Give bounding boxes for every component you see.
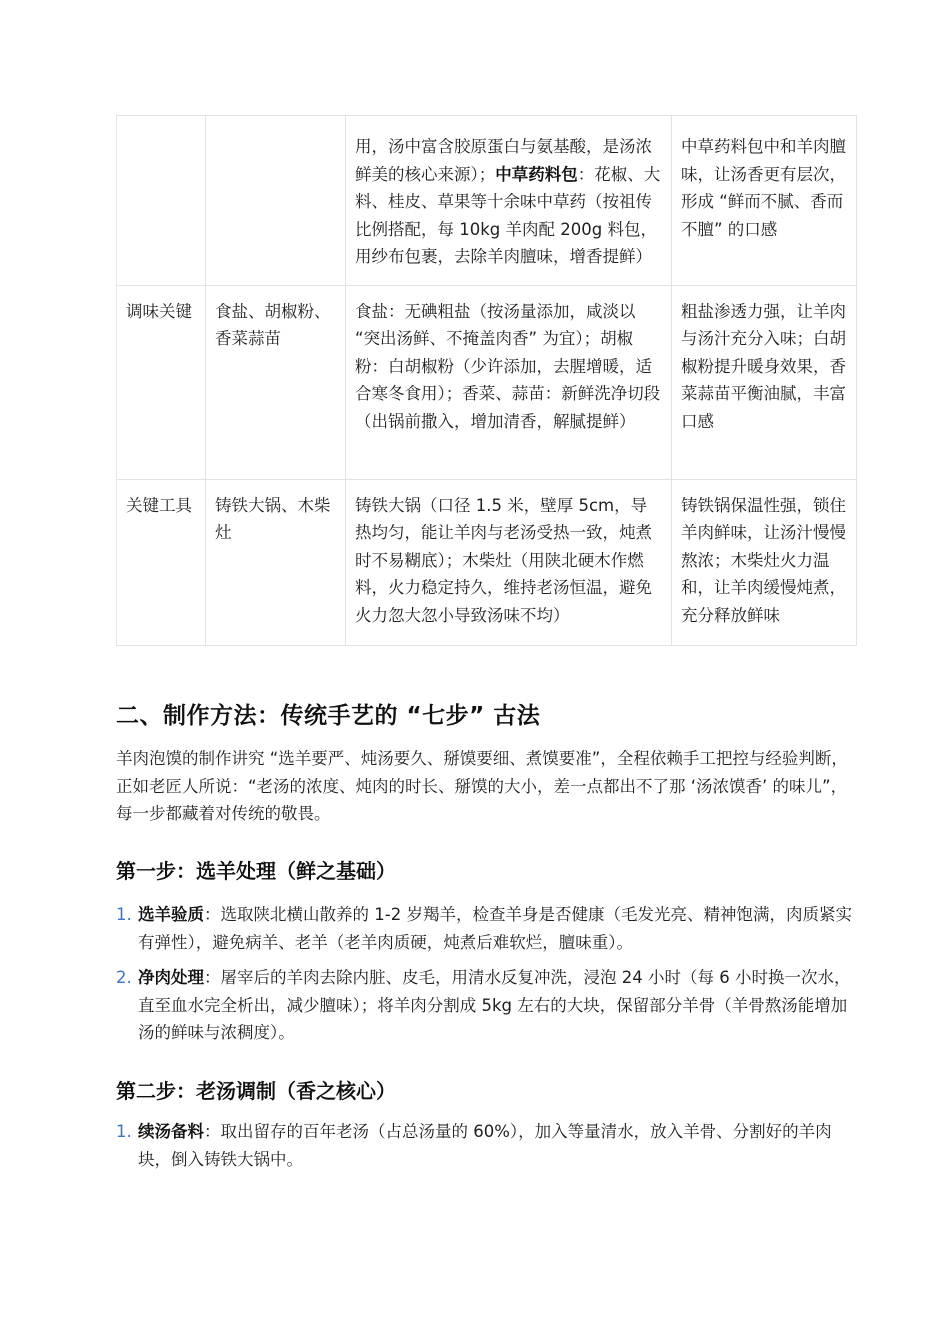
section-heading: 二、制作方法：传统手艺的 “七步” 古法: [116, 703, 541, 729]
list-number: 1.: [116, 905, 132, 924]
step2-list: [116, 1118, 856, 1181]
table-cell-detail: 食盐：无碘粗盐（按汤量添加，咸淡以 “突出汤鲜、不掩盖肉香” 为宜）；胡椒粉：白胡椒粉（少许添加，去腥增暖，适合寒冬食用）；香菜、蒜苗：新鲜洗净切段（出锅前撒入，增加清香，解腻提鲜）: [346, 285, 672, 479]
list-item-text: ：取出留存的百年老汤（占总汤量的 60%），加入等量清水，放入羊骨、分割好的羊肉块，倒入铸铁大锅中。: [138, 1122, 832, 1169]
step1-heading: 第一步：选羊处理（鲜之基础）: [116, 859, 396, 883]
table-row: [117, 479, 857, 645]
table-cell-effect: 粗盐渗透力强，让羊肉与汤汁充分入味；白胡椒粉提升暖身效果，香菜蒜苗平衡油腻，丰富口感: [672, 285, 857, 479]
table-row: [117, 285, 857, 479]
table-cell-category: [117, 116, 206, 286]
table-cell-detail: [346, 116, 672, 286]
table-cell-items: 食盐、胡椒粉、香菜蒜苗: [206, 285, 346, 479]
list-number: 1.: [116, 1122, 132, 1141]
table-row: [117, 116, 857, 286]
table-cell-effect: 铸铁锅保温性强，锁住羊肉鲜味，让汤汁慢慢熬浓；木柴灶火力温和，让羊肉缓慢炖煮，充分释放鲜味: [672, 479, 857, 645]
table-cell-category: 关键工具: [117, 479, 206, 645]
ingredients-table: [116, 115, 857, 646]
list-number: 2.: [116, 968, 132, 987]
detail-text: ：花椒、大料、桂皮、草果等十余味中草药（按祖传比例搭配，每 10kg 羊肉配 200g 料包，用纱布包裹，去除羊肉膻味，增香提鲜）: [355, 164, 661, 266]
step2-heading: 第二步：老汤调制（香之核心）: [116, 1079, 396, 1103]
list-item-label: 净肉处理: [138, 968, 204, 987]
list-item-text: ：选取陕北横山散养的 1-2 岁羯羊，检查羊身是否健康（毛发光亮、精神饱满，肉质紧实有弹性），避免病羊、老羊（老羊肉质硬，炖煮后难软烂，膻味重）。: [138, 905, 852, 952]
detail-bold-term: 中草药料包: [495, 164, 578, 184]
list-item: [116, 1118, 856, 1173]
list-item: [116, 901, 856, 956]
table-cell-items: 铸铁大锅、木柴灶: [206, 479, 346, 645]
table-cell-effect: 中草药料包中和羊肉膻味，让汤香更有层次，形成 “鲜而不腻、香而不膻” 的口感: [672, 116, 857, 286]
step1-list: [116, 901, 856, 1055]
table-cell-items: [206, 116, 346, 286]
document-page: [116, 115, 856, 1169]
table-cell-detail: 铸铁大锅（口径 1.5 米，壁厚 5cm，导热均匀，能让羊肉与老汤受热一致，炖煮时不易糊底）；木柴灶（用陕北硬木作燃料，火力稳定持久，维持老汤恒温，避免火力忽大忽小导致汤味不均）: [346, 479, 672, 645]
list-item: [116, 964, 856, 1047]
list-item-label: 续汤备料: [138, 1122, 204, 1141]
section-intro: 羊肉泡馍的制作讲究 “选羊要严、炖汤要久、掰馍要细、煮馍要准”，全程依赖手工把控与经验判断，正如老匠人所说：“老汤的浓度、炖肉的时长、掰馍的大小，差一点都出不了那 ‘汤浓馍香’ 的味儿”，每一步都藏着对传统的敬畏。: [116, 749, 848, 823]
list-item-text: ：屠宰后的羊肉去除内脏、皮毛，用清水反复冲洗，浸泡 24 小时（每 6 小时换一次水，直至血水完全析出，减少膻味）；将羊肉分割成 5kg 左右的大块，保留部分羊骨（羊骨熬汤能增加汤的鲜味与浓稠度）。: [138, 968, 851, 1042]
table-cell-category: 调味关键: [117, 285, 206, 479]
detail-text: 用，汤中富含胶原蛋白与氨基酸，是汤浓鲜美的核心来源）；: [355, 137, 652, 184]
list-item-label: 选羊验质: [138, 905, 204, 924]
